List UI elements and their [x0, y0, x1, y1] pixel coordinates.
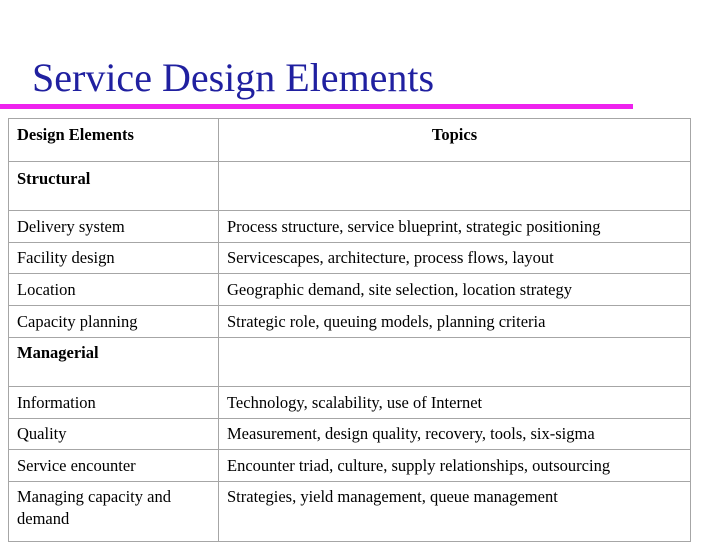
page-title: Service Design Elements: [32, 55, 435, 100]
table-row: [9, 387, 691, 419]
table-row: [9, 274, 691, 306]
element-cell: Service encounter: [9, 450, 219, 482]
topics-cell: Measurement, design quality, recovery, tools, six-sigma: [219, 419, 691, 450]
section-label: Structural: [9, 162, 219, 211]
table-row: [9, 306, 691, 338]
header-topics: Topics: [219, 119, 691, 162]
table-row: [9, 482, 691, 542]
table-row: [9, 211, 691, 243]
table-row: [9, 450, 691, 482]
element-cell: Delivery system: [9, 211, 219, 243]
topics-cell: Technology, scalability, use of Internet: [219, 387, 691, 419]
header-design-elements: Design Elements: [9, 119, 219, 162]
topics-cell: Strategies, yield management, queue management: [219, 482, 691, 542]
topics-cell: Servicescapes, architecture, process flows, layout: [219, 243, 691, 274]
topics-cell: Strategic role, queuing models, planning criteria: [219, 306, 691, 338]
topics-cell: Geographic demand, site selection, location strategy: [219, 274, 691, 306]
section-empty-cell: [219, 338, 691, 387]
section-row-managerial: [9, 338, 691, 387]
table-header-row: [9, 119, 691, 162]
element-cell: Location: [9, 274, 219, 306]
element-cell: Facility design: [9, 243, 219, 274]
element-cell: Capacity planning: [9, 306, 219, 338]
element-cell: Information: [9, 387, 219, 419]
table-row: [9, 419, 691, 450]
section-row-structural: [9, 162, 691, 211]
element-cell: Managing capacity and demand: [9, 482, 219, 542]
table-row: [9, 243, 691, 274]
title-underline: [0, 104, 633, 109]
design-elements-table: [8, 118, 691, 542]
element-cell: Quality: [9, 419, 219, 450]
section-label: Managerial: [9, 338, 219, 387]
topics-cell: Process structure, service blueprint, strategic positioning: [219, 211, 691, 243]
section-empty-cell: [219, 162, 691, 211]
topics-cell: Encounter triad, culture, supply relationships, outsourcing: [219, 450, 691, 482]
